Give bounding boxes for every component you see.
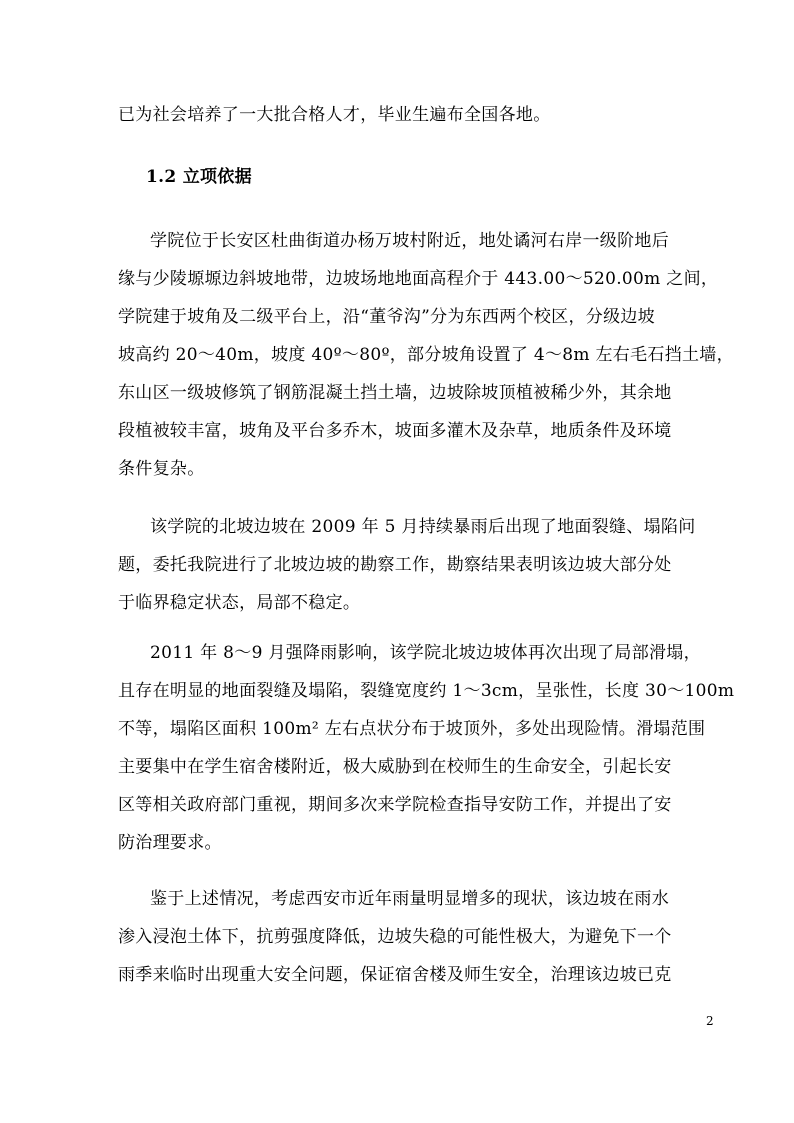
paragraph-line: 学院建于坡角及二级平台上，沿“董爷沟”分为东西两个校区，分级边坡 <box>118 307 655 327</box>
paragraph-line: 学院位于长安区杜曲街道办杨万坡村附近，地处谲河右岸一级阶地后 <box>150 231 669 251</box>
paragraph-line: 坡高约 20～40m，坡度 40º～80º，部分坡角设置了 4～8m 左右毛石挡土墙， <box>118 345 734 365</box>
paragraph-line: 且存在明显的地面裂缝及塌陷，裂缝宽度约 1～3cm，呈张性，长度 30～100m <box>118 681 735 701</box>
paragraph-line: 雨季来临时出现重大安全问题，保证宿舍楼及师生安全，治理该边坡已克 <box>118 965 672 985</box>
paragraph-line: 条件复杂。 <box>118 459 205 479</box>
paragraph-line: 不等，塌陷区面积 100m² 左右点状分布于坡顶外，多处出现险情。滑塌范围 <box>118 719 706 739</box>
paragraph-line: 该学院的北坡边坡在 2009 年 5 月持续暴雨后出现了地面裂缝、塌陷问 <box>150 517 696 537</box>
section-heading: 1.2 立项依据 <box>146 167 252 187</box>
paragraph-line: 2011 年 8～9 月强降雨影响，该学院北坡边坡体再次出现了局部滑塌， <box>150 643 701 663</box>
paragraph-line: 渗入浸泡土体下，抗剪强度降低，边坡失稳的可能性极大，为避免下一个 <box>118 927 672 947</box>
paragraph-line: 主要集中在学生宿舍楼附近，极大威胁到在校师生的生命安全，引起长安 <box>118 757 672 777</box>
paragraph-line: 防治理要求。 <box>118 833 222 853</box>
page-number: 2 <box>706 1014 714 1028</box>
paragraph-line: 鉴于上述情况，考虑西安市近年雨量明显增多的现状，该边坡在雨水 <box>150 889 669 909</box>
paragraph-line: 缘与少陵塬塬边斜坡地带，边坡场地地面高程介于 443.00～520.00m 之间， <box>118 269 719 289</box>
paragraph-intro-tail: 已为社会培养了一大批合格人才，毕业生遍布全国各地。 <box>118 105 551 125</box>
paragraph-line: 东山区一级坡修筑了钢筋混凝土挡土墙，边坡除坡顶植被稀少外，其余地 <box>118 383 672 403</box>
paragraph-line: 题，委托我院进行了北坡边坡的勘察工作，勘察结果表明该边坡大部分处 <box>118 555 672 575</box>
paragraph-line: 区等相关政府部门重视，期间多次来学院检查指导安防工作，并提出了安 <box>118 795 672 815</box>
paragraph-line: 段植被较丰富，坡角及平台多乔木，坡面多灌木及杂草，地质条件及环境 <box>118 421 672 441</box>
paragraph-line: 于临界稳定状态，局部不稳定。 <box>118 593 361 613</box>
